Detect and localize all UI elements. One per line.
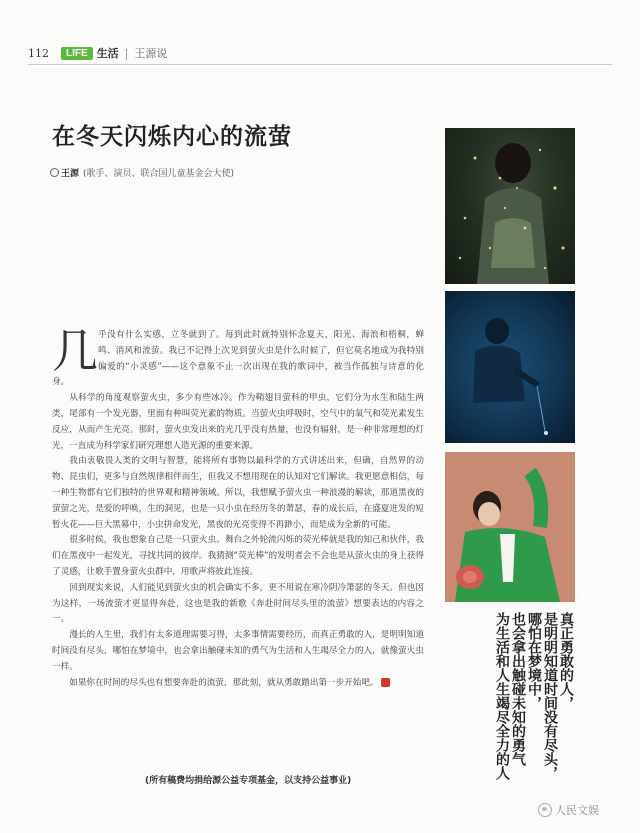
photo-blue-stage — [445, 291, 575, 443]
paragraph-7-text: 如果你在时间的尽头也有想要奔赴的流萤，那此刻，就从勇敢踏出第一步开始吧。 — [69, 677, 379, 688]
end-mark-icon: G — [381, 678, 390, 687]
paragraph-1-text: 乎没有什么实感，立冬就到了。每到此时就特别怀念夏天，阳光、海浪和梧桐，蝉鸣、消风和流萤。我已不记得上次见到萤火虫是什么时候了，但它莫名地成为我特别偏爱的“小灵感”——这个意象不止一次出现在我的歌词中，被当作孤独与诗意的化身。 — [52, 330, 424, 388]
paragraph-2: 从科学的角度观察萤火虫，多少有些冰冷。作为鞘翅目萤科的甲虫，它们分为水生和陆生两类，尾部有一个发光器，里面有种叫荧光素的物质。当萤火虫呼吸时，空气中的氧气和荧光素发生反应，从而产生光亮。那时，萤火虫发出来的光几乎没有热量，也没有辐射，是一种非常理想的灯光，一直成为科学家们研究理想人造光源的重要来源。 — [52, 393, 424, 451]
author-credentials: (歌手、演员、联合国儿童基金会大使) — [83, 169, 235, 179]
pull-quote-line: 哪怕在梦境中， — [526, 612, 542, 710]
watermark — [538, 802, 599, 818]
pull-quote-line: 是明明知道时间没有尽头， — [542, 612, 558, 780]
life-badge: LIFE — [61, 47, 93, 60]
donation-footnote: (所有稿费均捐给源公益专项基金，以支持公益事业) — [145, 776, 352, 786]
paragraph-6: 漫长的人生里，我们有太多道理需要习得，太多事情需要经历，而真正勇敢的人，是明明知道时间没有尽头，哪怕在梦境中，也会拿出触碰未知的勇气为生活和人生竭尽全力的人，就像萤火虫一样。 — [52, 630, 424, 672]
watermark-text: 人民文娱 — [555, 804, 599, 817]
pull-quote-line: 也会拿出触碰未知的勇气 — [510, 612, 526, 766]
pull-quote-line: 真正勇敢的人， — [558, 612, 574, 710]
header-divider — [28, 64, 612, 65]
photo-green-suit — [445, 452, 575, 602]
paragraph-4: 很多时候，我也想象自己是一只萤火虫。舞台之外轮流闪烁的荧光棒就是我的知己和伙伴，我们在黑夜中一起发光，寻找共同的彼岸。我猜测“荧光棒”的发明者会不会也是从萤火虫的身上获得了灵感，让歌手置身萤火虫群中，用歌声将彼此连接。 — [52, 535, 424, 577]
author-circle-icon — [50, 168, 59, 177]
author-name: 王源 — [61, 169, 80, 179]
column-name: 王源说 — [134, 47, 168, 60]
byline — [50, 166, 234, 179]
page-number: 112 — [28, 46, 49, 60]
page-header — [28, 44, 608, 62]
article-title: 在冬天闪烁内心的流萤 — [52, 124, 292, 150]
weibo-icon — [538, 803, 552, 817]
paragraph-7 — [52, 676, 424, 692]
drop-cap: 几 — [52, 324, 98, 378]
photo-glowing-lights — [445, 128, 575, 284]
section-name: 生活 — [96, 47, 119, 60]
pull-quote-line: 为生活和人生竭尽全力的人 — [494, 612, 510, 780]
pull-quote — [494, 612, 574, 792]
paragraph-3: 我由衷敬畏人类的文明与智慧，能将所有事物以最科学的方式讲述出来，但确，自然界的动物、昆虫们，更多与自然规律相伴而生，但我又不想用现在的认知对它们解读。我更愿意相信，每一种生物都有它们独特的世界观和精神领域。所以，我想赋予萤火虫一种浪漫的解读，那道黑夜的萤萤之光，是爱的呼唤，生的洞见，也是一只小虫在经历冬的萧瑟，春的成长后，在盛夏迸发的短暂火花——巨大黑幕中，小虫拼命发光，黑夜的光亮变得不再渺小，而是成为全新的可能。 — [52, 456, 424, 530]
paragraph-1 — [52, 324, 424, 391]
header-separator: | — [124, 46, 129, 60]
paragraph-5: 回到现实来说，人们能见到萤火虫的机会确实不多，更不用说在寒冷阴冷萧瑟的冬天。但也因为这样，一场流萤才更显得奔赴，这也是我的新歌《奔赴时间尽头里的流萤》想要表达的内容之一。 — [52, 582, 424, 625]
article-body — [52, 324, 424, 691]
